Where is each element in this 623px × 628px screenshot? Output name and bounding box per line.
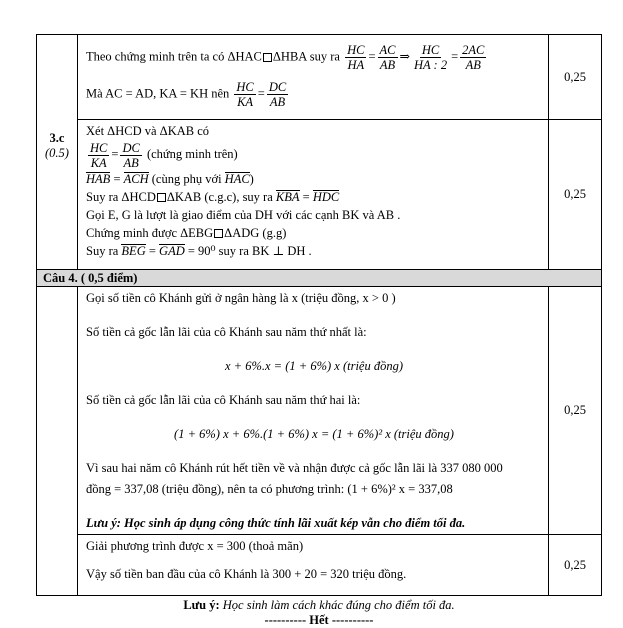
text: Số tiền cả gốc lẫn lãi của cô Khánh sau năm thứ hai là:: [86, 393, 361, 407]
question-label: 3.c: [49, 131, 65, 145]
table-row: [37, 287, 602, 535]
fraction: $\frac{2AC}{AB}$: [462, 43, 485, 72]
footer-note-text: Học sinh làm cách khác đúng cho điểm tối đa.: [222, 598, 455, 612]
text: Suy ra ΔHCD: [86, 189, 156, 204]
text: Theo chứng minh trên ta có ΔHAC: [86, 49, 262, 64]
text: ΔHBA suy ra: [272, 49, 340, 64]
fraction: $\frac{HC}{KA}$: [236, 80, 254, 109]
implies-icon: ⇒: [399, 49, 410, 64]
text: Gọi số tiền cô Khánh gửi ở ngân hàng là x (triệu đồng, x > 0 ): [86, 291, 396, 305]
score-cell: [549, 120, 602, 270]
angle: HAB: [86, 171, 111, 186]
table-row: [37, 35, 602, 120]
grading-note: Lưu ý: Học sinh áp dụng công thức tính lãi xuất kép vẫn cho điểm tối đa.: [86, 516, 466, 530]
text: Số tiền cả gốc lẫn lãi của cô Khánh sau năm thứ nhất là:: [86, 325, 367, 339]
text: Gọi E, G là lượt là giao điểm của DH với các cạnh BK và AB .: [86, 207, 401, 222]
footer-note-label: Lưu ý:: [183, 598, 220, 612]
question-label-cell: [37, 287, 78, 596]
score: 0,25: [564, 187, 586, 201]
section-title: Câu 4. ( 0,5 điểm): [37, 270, 602, 287]
question-label-cell: [37, 35, 78, 270]
solution-content: Theo chứng minh trên ta có ΔHAC ΔHBA suy ra $\frac{HC}{HA}$ = $\frac{AC}{AB}$ ⇒ $\frac{HC}{HA : 2}$ = $\frac{2AC}{AB}$ Mà AC = AD, KA = KH nên $\frac{HC}{KA}$ = $\frac{DC}{AB}$: [78, 35, 549, 120]
solution-content: [78, 287, 549, 535]
section-header-row: [37, 270, 602, 287]
angle: KBA: [275, 189, 300, 204]
text: ΔKAB (c.g.c), suy ra: [166, 189, 273, 204]
end-marker: ---------- Hết ----------: [264, 613, 374, 627]
text: (chứng minh trên): [146, 147, 238, 161]
text: Suy ra: [86, 243, 119, 258]
text: đồng = 337,08 (triệu đồng), nên ta có phương trình: (1 + 6%)² x = 337,08: [86, 482, 453, 496]
angle: GAD: [159, 243, 185, 258]
table-row: [37, 120, 602, 270]
angle: HAC: [224, 171, 250, 186]
solution-content: Xét ΔHCD và ΔKAB có $\frac{HC}{KA}$ = $\frac{DC}{AB}$ (chứng minh trên) HAB = ACH (cùng phụ với HAC) Suy ra ΔHCD ΔKAB (c.g.c), suy ra KBA = HDC Gọi E, G là lượt là giao điểm của DH với các cạnh BK và AB . Chứng minh được ΔEBG ΔADG (g.g) Suy ra BEG = GAD = 90⁰ suy ra BK ⊥ DH .: [78, 120, 549, 270]
text: = 90⁰ suy ra BK ⊥ DH .: [187, 243, 312, 258]
similar-symbol-icon: [157, 193, 166, 202]
fraction: $\frac{DC}{AB}$: [122, 140, 140, 170]
score-cell: [549, 287, 602, 535]
formula: x + 6%.x = (1 + 6%) x (triệu đồng): [224, 359, 404, 373]
fraction: $\frac{AC}{AB}$: [379, 43, 396, 72]
fraction: $\frac{HC}{HA : 2}$: [414, 43, 448, 72]
text: Vậy số tiền ban đầu của cô Khánh là 300 + 20 = 320 triệu đồng.: [86, 567, 407, 581]
score: 0,25: [564, 403, 586, 417]
angle: HDC: [312, 189, 340, 204]
score-cell: [549, 535, 602, 596]
text: Xét ΔHCD và ΔKAB có: [86, 124, 210, 138]
score: 0,25: [564, 69, 586, 84]
text: Vì sau hai năm cô Khánh rút hết tiền về và nhận được cả gốc lẫn lãi là 337 080 000: [86, 461, 503, 475]
text: ΔADG (g.g): [224, 225, 287, 240]
score-cell: [549, 35, 602, 120]
fraction: $\frac{HC}{HA}$: [347, 43, 365, 72]
formula: (1 + 6%) x + 6%.(1 + 6%) x = (1 + 6%)² x (triệu đồng): [174, 427, 454, 441]
footer: [36, 598, 602, 628]
table-row: [37, 535, 602, 596]
text: Mà AC = AD, KA = KH nên: [86, 86, 230, 101]
text: Chứng minh được ΔEBG: [86, 225, 214, 240]
solution-table: [36, 34, 602, 596]
similar-symbol-icon: [263, 53, 272, 62]
answer-key-page: [36, 34, 602, 628]
score: 0,25: [564, 557, 586, 572]
text: (cùng phụ với: [151, 171, 222, 186]
solution-content: [78, 535, 549, 596]
angle: BEG: [121, 243, 146, 258]
question-points: (0.5): [45, 146, 69, 160]
fraction: $\frac{HC}{KA}$: [90, 140, 108, 170]
text: Giải phương trình được x = 300 (thoả mãn): [86, 539, 304, 553]
fraction: $\frac{DC}{AB}$: [268, 80, 287, 109]
angle: ACH: [123, 171, 149, 186]
similar-symbol-icon: [214, 229, 223, 238]
